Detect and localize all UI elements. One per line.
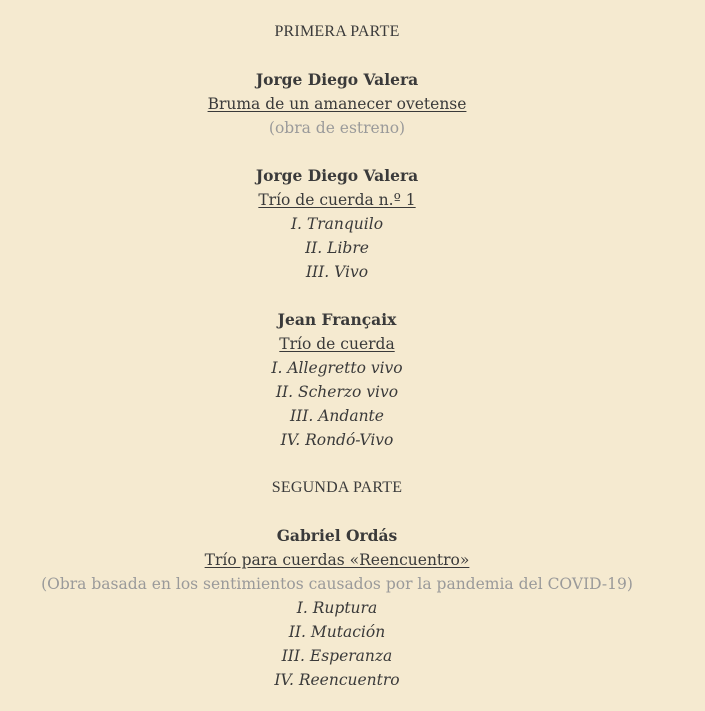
spacer [0, 140, 674, 164]
movement-item: I. Ruptura [296, 599, 378, 617]
composer-name: Jorge Diego Valera [255, 166, 419, 185]
movement-item: IV. Rondó-Vivo [280, 431, 394, 449]
spacer [0, 44, 674, 68]
movement-item: III. Esperanza [281, 647, 393, 665]
part-title-segunda: SEGUNDA PARTE [271, 479, 403, 496]
work-note: (Obra basada en los sentimientos causados por la pandemia del COVID-19) [41, 575, 633, 593]
work-title: Trío de cuerda [279, 335, 395, 353]
work-title: Trío para cuerdas «Reencuentro» [204, 551, 470, 569]
movement-item: II. Mutación [288, 623, 386, 641]
movement-item: II. Libre [305, 239, 369, 257]
spacer [0, 500, 674, 524]
composer-name: Jean Françaix [277, 310, 397, 329]
spacer [0, 284, 674, 308]
concert-program [0, 20, 674, 692]
work-note: (obra de estreno) [268, 119, 406, 137]
work-title: Bruma de un amanecer ovetense [207, 95, 467, 113]
spacer [0, 452, 674, 476]
composer-name: Jorge Diego Valera [255, 70, 419, 89]
movement-item: I. Tranquilo [290, 215, 384, 233]
movement-item: III. Vivo [305, 263, 369, 281]
part-title-primera: PRIMERA PARTE [274, 23, 400, 40]
movement-item: II. Scherzo vivo [275, 383, 399, 401]
composer-name: Gabriel Ordás [276, 526, 398, 545]
movement-item: IV. Reencuentro [274, 671, 400, 689]
work-title: Trío de cuerda n.º 1 [258, 191, 416, 209]
movement-item: I. Allegretto vivo [271, 359, 403, 377]
movement-item: III. Andante [290, 407, 384, 425]
